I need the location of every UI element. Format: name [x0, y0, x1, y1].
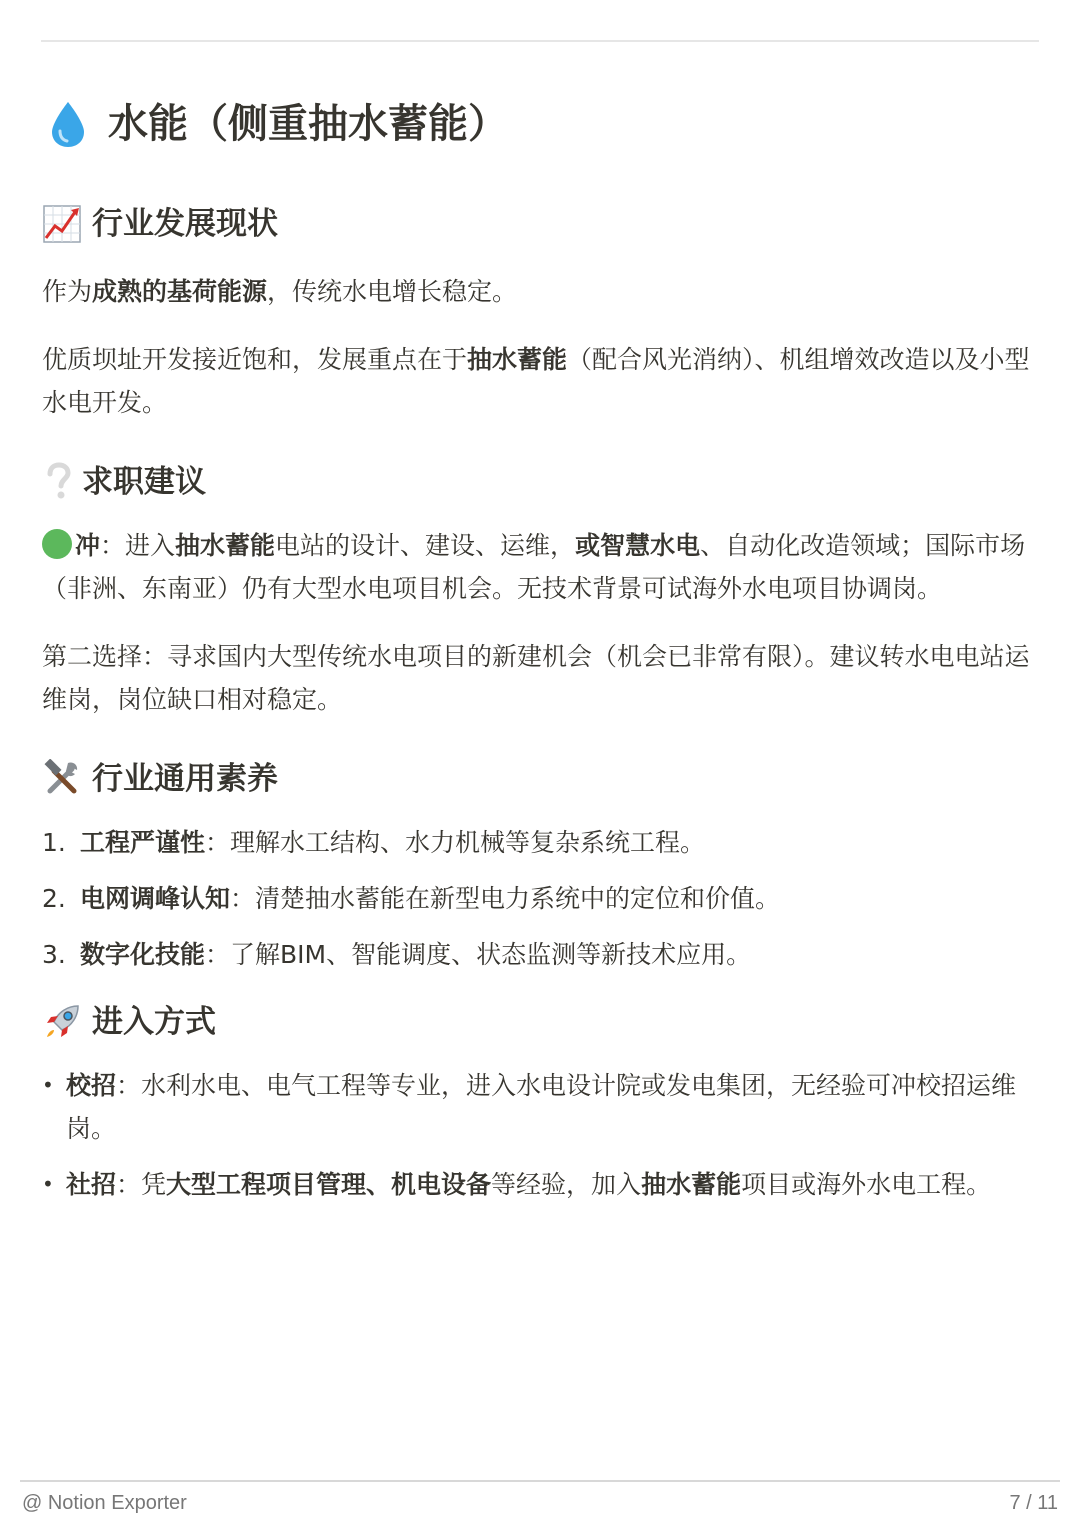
list-item: [42, 933, 1038, 976]
text-run: ：理解水工结构、水力机械等复杂系统工程。: [205, 828, 706, 857]
bold-run: 工程严谨性: [80, 828, 206, 857]
bold-run: 抽水蓄能: [641, 1170, 742, 1199]
list-number: 3.: [42, 940, 66, 969]
paragraph-status-2: [42, 338, 1038, 424]
text-run: 等经验，加入: [491, 1170, 642, 1199]
footer-exporter-label: @ Notion Exporter: [22, 1492, 187, 1514]
text-run: （配合风光消纳）、机组增效改造以及小型水电开发。: [42, 345, 1030, 417]
text-run: 作为: [42, 277, 93, 306]
list-item-text: [80, 821, 705, 864]
heading-general-skills: [42, 751, 1038, 807]
bold-run: 电网调峰认知: [80, 884, 231, 913]
bold-run: 社招: [66, 1170, 117, 1199]
heading-industry-status: [42, 196, 1038, 252]
bold-run: 校招: [66, 1071, 117, 1100]
list-item: [42, 1163, 1038, 1206]
text-run: ：进入: [100, 531, 176, 560]
paragraph-status-1: [42, 270, 1038, 313]
list-item-text: [66, 1163, 991, 1206]
tools-icon: [42, 759, 82, 799]
heading-entry-methods-text: 进入方式: [92, 1004, 216, 1040]
text-run: ：凭: [116, 1170, 167, 1199]
list-item: [42, 821, 1038, 864]
water-drop-icon: [42, 98, 94, 150]
list-item-text: [80, 933, 751, 976]
bold-run: 成熟的基荷能源: [92, 277, 268, 306]
page-title-text: 水能（侧重抽水蓄能）: [108, 101, 508, 147]
text-run: 优质坝址开发接近饱和，发展重点在于: [42, 345, 468, 374]
heading-job-advice-text: 求职建议: [82, 464, 206, 500]
text-run: ：清楚抽水蓄能在新型电力系统中的定位和价值。: [230, 884, 781, 913]
list-item-text: [66, 1064, 1038, 1150]
bullet-icon: •: [42, 1073, 54, 1097]
text-run: ：水利水电、电气工程等专业，进入水电设计院或发电集团，无经验可冲校招运维岗。: [66, 1071, 1017, 1143]
text-run: ，传统水电增长稳定。: [267, 277, 518, 306]
heading-general-skills-text: 行业通用素养: [92, 761, 278, 797]
page-content: [42, 88, 1038, 1219]
footer-divider: [20, 1480, 1060, 1482]
text-run: ：了解BIM、智能调度、状态监测等新技术应用。: [205, 940, 752, 969]
footer-page-number: 7 / 11: [1009, 1492, 1058, 1514]
list-number: 2.: [42, 884, 66, 913]
green-circle-icon: [42, 529, 72, 559]
top-divider: [41, 40, 1039, 42]
list-item: [42, 1064, 1038, 1150]
heading-entry-methods: [42, 994, 1038, 1050]
bullet-icon: •: [42, 1172, 54, 1196]
text-run: 项目或海外水电工程。: [741, 1170, 992, 1199]
list-number: 1.: [42, 828, 66, 857]
bold-run: 冲: [75, 531, 101, 560]
paragraph-advice-1: [42, 524, 1038, 610]
list-item: [42, 877, 1038, 920]
skills-list: [42, 821, 1038, 976]
page-title: [42, 88, 1038, 160]
rocket-icon: [42, 1002, 82, 1042]
text-run: 电站的设计、建设、运维，: [275, 531, 576, 560]
heading-industry-status-text: 行业发展现状: [92, 206, 278, 242]
entry-list: [42, 1064, 1038, 1206]
heading-job-advice: [42, 454, 1038, 510]
bold-run: 抽水蓄能: [467, 345, 568, 374]
bold-run: 大型工程项目管理、机电设备: [166, 1170, 492, 1199]
list-item-text: [80, 877, 780, 920]
chart-increasing-icon: [42, 204, 82, 244]
text-run: 、自动化改造领域；国际市场（非洲、东南亚）仍有大型水电项目机会。无技术背景可试海外水电项目协调岗。: [42, 531, 1026, 603]
paragraph-advice-2: 第二选择：寻求国内大型传统水电项目的新建机会（机会已非常有限）。建议转水电电站运维岗，岗位缺口相对稳定。: [42, 642, 1030, 714]
bold-run: 抽水蓄能: [175, 531, 276, 560]
bold-run: 数字化技能: [80, 940, 206, 969]
question-mark-icon: [42, 462, 74, 502]
bold-run: 或智慧水电: [575, 531, 701, 560]
